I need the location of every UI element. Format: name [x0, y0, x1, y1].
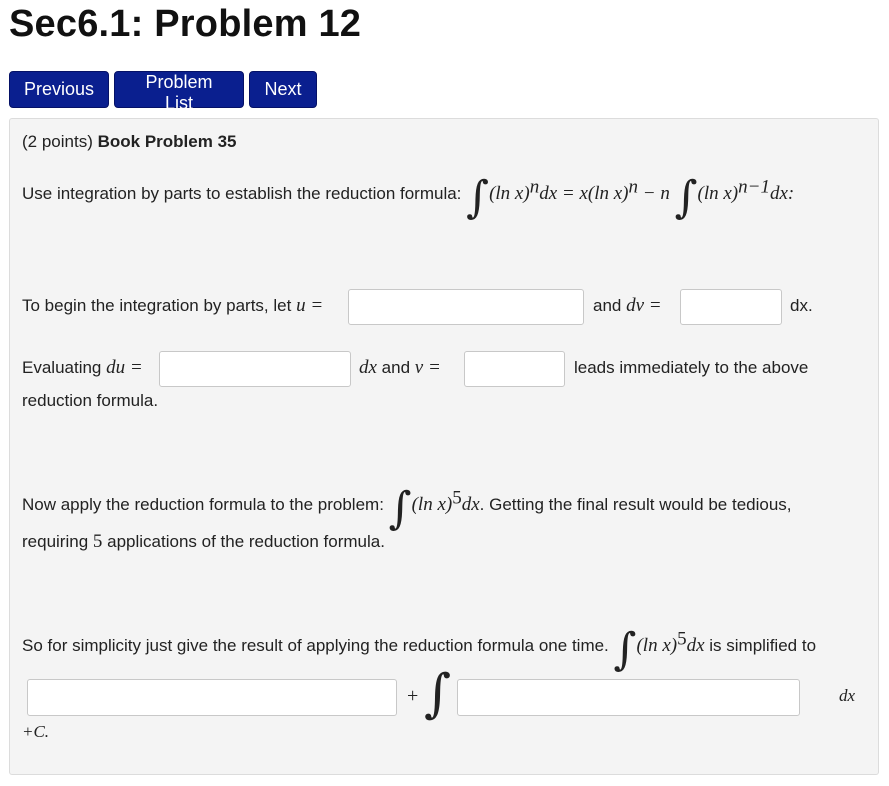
apply-text: Now apply the reduction formula to the problem:	[22, 495, 384, 514]
u-input[interactable]	[348, 289, 584, 325]
problem-header	[22, 131, 236, 153]
step2-text: Evaluating	[22, 358, 102, 377]
intro-text: Use integration by parts to establish the reduction formula:	[22, 184, 462, 203]
step1-dx: dx.	[790, 296, 813, 315]
and-text: and	[381, 358, 411, 377]
step2-mid	[359, 357, 441, 379]
apply-dx: dx	[461, 494, 480, 515]
requiring-text: requiring	[22, 532, 89, 551]
dx-symbol: dx	[359, 357, 377, 378]
integral-sign-icon: ∫	[424, 664, 452, 724]
points-label: (2 points)	[22, 132, 93, 151]
formula-rhs-exp: n	[628, 176, 639, 198]
formula-minus-n: − n	[638, 183, 670, 204]
formula-lhs: (ln x)	[489, 183, 530, 204]
step2-line2: reduction formula.	[22, 391, 159, 410]
step1-label	[22, 295, 323, 317]
step1-text: To begin the integration by parts, let	[22, 296, 292, 315]
step2-tail: leads immediately to the above	[574, 358, 809, 377]
du-input[interactable]	[159, 351, 351, 387]
simplify-integrand: (ln x)	[636, 635, 678, 656]
next-button[interactable]: Next	[249, 71, 317, 108]
simplify-line	[22, 624, 817, 675]
integral-sign-icon: ∫	[466, 172, 490, 223]
apply-exp: 5	[452, 487, 462, 509]
integral-sign-icon: ∫	[674, 172, 698, 223]
v-input[interactable]	[464, 351, 565, 387]
simplify-dx: dx	[686, 635, 705, 656]
apply-line2	[22, 531, 385, 553]
and-text: and	[593, 296, 622, 315]
applications-count: 5	[92, 531, 103, 552]
page-title: Sec6.1: Problem 12	[9, 3, 362, 45]
formula-int2-exp: n−1	[738, 176, 770, 198]
plus-sign: +	[407, 685, 419, 707]
formula-eq: = x(ln x)	[557, 183, 629, 204]
formula-end: dx:	[769, 183, 795, 204]
formula-dx: dx	[539, 183, 558, 204]
dv-input[interactable]	[680, 289, 782, 325]
apply-integrand: (ln x)	[411, 494, 453, 515]
v-symbol: v =	[414, 357, 441, 378]
previous-button[interactable]: Previous	[9, 71, 109, 108]
formula-lhs-exp: n	[529, 176, 540, 198]
formula-int2: (ln x)	[697, 183, 739, 204]
apply-line	[22, 483, 792, 534]
integral-sign-icon: ∫	[613, 624, 637, 675]
simplify-text: So for simplicity just give the result of applying the reduction formula one time.	[22, 636, 609, 655]
step1-and	[593, 295, 662, 317]
plus-c: +C.	[22, 722, 50, 741]
final-dx: dx	[839, 686, 856, 705]
du-symbol: du =	[106, 357, 143, 378]
result-integrand-input[interactable]	[457, 679, 800, 716]
simplify-tail: is simplified to	[709, 636, 817, 655]
problem-nav	[9, 71, 317, 113]
reduction-formula-line	[22, 172, 795, 223]
apply-tail: . Getting the final result would be tedious,	[479, 495, 792, 514]
step2-label	[22, 357, 143, 379]
problem-list-button[interactable]: Problem List	[114, 71, 244, 108]
dv-symbol: dv =	[626, 295, 662, 316]
result-outside-input[interactable]	[27, 679, 397, 716]
integral-sign-icon: ∫	[388, 483, 412, 534]
u-symbol: u =	[296, 295, 324, 316]
book-problem-label: Book Problem 35	[97, 132, 237, 151]
applications-text: applications of the reduction formula.	[107, 532, 385, 551]
simplify-exp: 5	[677, 628, 687, 650]
problem-panel	[9, 118, 879, 775]
